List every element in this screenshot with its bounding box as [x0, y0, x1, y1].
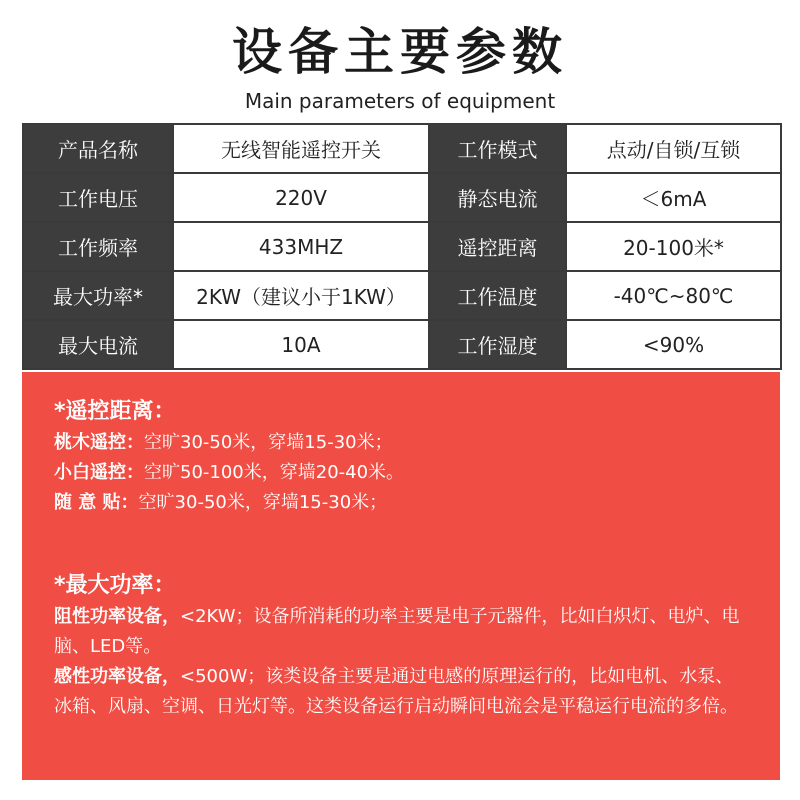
distance-note	[54, 458, 748, 488]
remote-name: 随 意 贴：	[54, 492, 139, 513]
remote-name: 小白遥控：	[54, 462, 144, 483]
table-row	[23, 124, 781, 173]
remote-range: 空旷30-50米，穿墙15-30米；	[144, 432, 393, 453]
power-note	[54, 602, 748, 662]
param-label: 工作湿度	[429, 320, 566, 369]
load-type: 阻性功率设备，	[54, 606, 180, 627]
table-row	[23, 271, 781, 320]
param-label: 产品名称	[23, 124, 173, 173]
param-label: 最大功率*	[23, 271, 173, 320]
param-label: 工作模式	[429, 124, 566, 173]
page-subtitle: Main parameters of equipment	[244, 89, 556, 113]
remote-range: 空旷50-100米，穿墙20-40米。	[144, 462, 405, 483]
page-title: 设备主要参数	[232, 23, 568, 81]
param-label: 静态电流	[429, 173, 566, 222]
distance-note	[54, 428, 748, 458]
table-row	[23, 222, 781, 271]
param-label: 工作温度	[429, 271, 566, 320]
distance-note	[54, 488, 748, 518]
param-value: 10A	[173, 320, 429, 369]
param-value: <90%	[566, 320, 781, 369]
load-description: <500W；该类设备主要是通过电感的原理运行的，比如电机、水泵、冰箱、风扇、空调、日光灯等。这类设备运行启动瞬间电流会是平稳运行电流的多倍。	[54, 666, 738, 717]
param-label: 遥控距离	[429, 222, 566, 271]
param-label: 工作电压	[23, 173, 173, 222]
distance-heading: *遥控距离：	[54, 399, 176, 424]
remote-name: 桃木遥控：	[54, 432, 144, 453]
param-value: -40℃~80℃	[566, 271, 781, 320]
load-description: <2KW；设备所消耗的功率主要是电子元器件，比如白炽灯、电炉、电脑、LED等。	[54, 606, 740, 657]
param-value: 2KW（建议小于1KW）	[173, 271, 429, 320]
spacer	[54, 518, 748, 570]
remote-range: 空旷30-50米，穿墙15-30米；	[138, 492, 388, 513]
table-row	[23, 320, 781, 369]
notes-panel	[22, 372, 780, 780]
param-value: ＜6mA	[566, 173, 781, 222]
power-heading: *最大功率：	[54, 573, 176, 598]
parameters-table	[22, 123, 782, 370]
param-value: 20-100米*	[566, 222, 781, 271]
param-value: 点动/自锁/互锁	[566, 124, 781, 173]
param-label: 最大电流	[23, 320, 173, 369]
power-note	[54, 662, 748, 722]
param-value: 无线智能遥控开关	[173, 124, 429, 173]
param-value: 433MHZ	[173, 222, 429, 271]
load-type: 感性功率设备，	[54, 666, 180, 687]
table-row	[23, 173, 781, 222]
param-value: 220V	[173, 173, 429, 222]
param-label: 工作频率	[23, 222, 173, 271]
